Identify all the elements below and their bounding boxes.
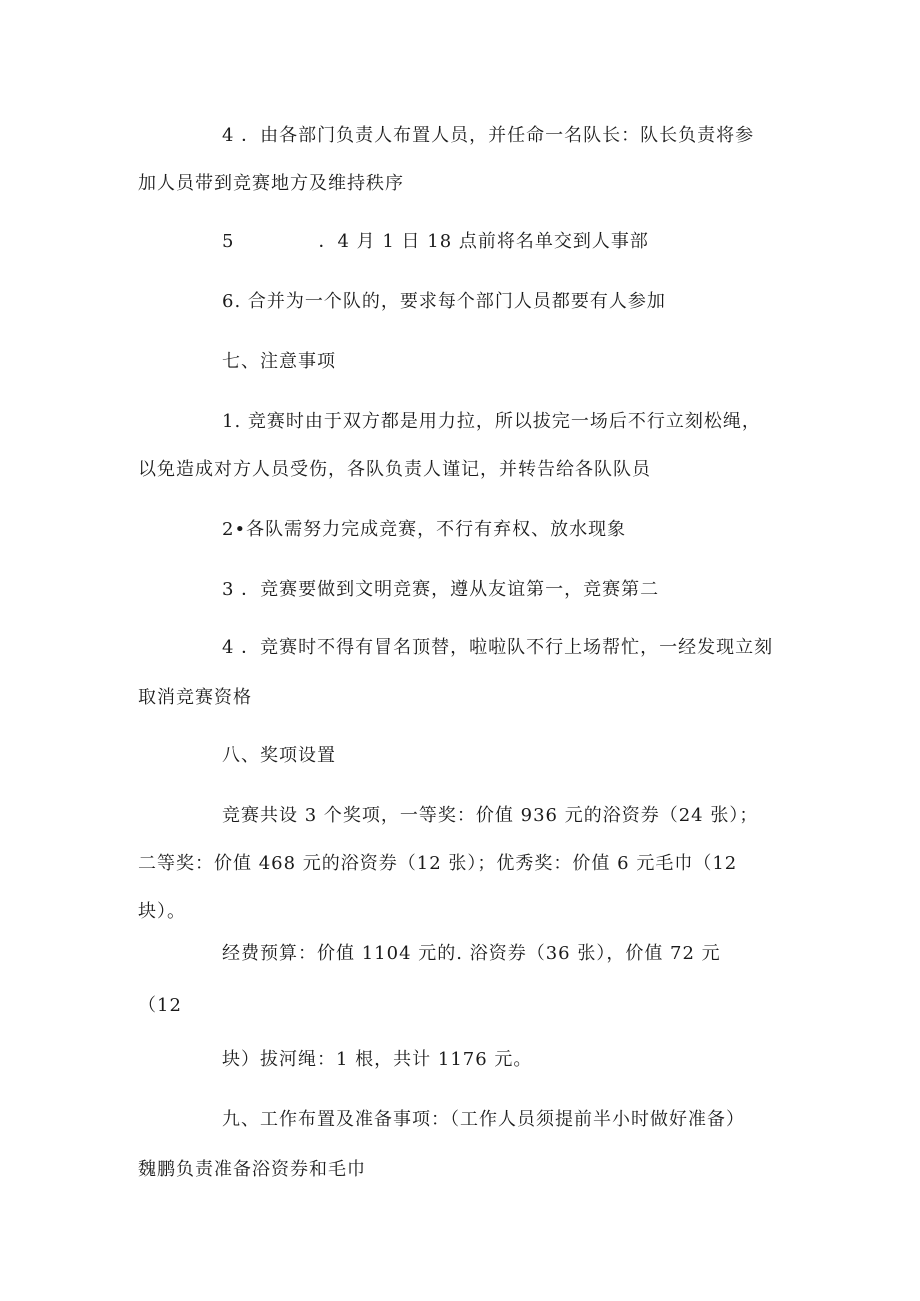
note4-line2: 取消竞赛资格 <box>138 687 252 708</box>
awards-line2: 二等奖：价值 468 元的浴资券（12 张）；优秀奖：价值 6 元毛巾（12 <box>138 853 738 874</box>
section9-line1: 九、工作布置及准备事项：（工作人员须提前半小时做好准备） <box>222 1109 745 1130</box>
budget-line1: 经费预算：价值 1104 元的. 浴资券（36 张），价值 72 元 <box>222 943 721 964</box>
item5 <box>222 230 649 254</box>
awards-line3: 块）。 <box>138 901 186 922</box>
item5-text: ．4 月 1 日 18 点前将名单交到人事部 <box>318 231 649 252</box>
section8-heading: 八、奖项设置 <box>222 745 336 766</box>
note1-line1: 1. 竞赛时由于双方都是用力拉，所以拔完一场后不行立刻松绳， <box>222 411 761 432</box>
note4-line1: 4 ．竞赛时不得有冒名顶替，啦啦队不行上场帮忙，一经发现立刻 <box>222 637 774 658</box>
item6: 6. 合并为一个队的，要求每个部门人员都要有人参加 <box>222 291 666 312</box>
note1-line2: 以免造成对方人员受伤，各队负责人谨记，并转告给各队队员 <box>138 459 651 480</box>
item4-line1: 4 ．由各部门负责人布置人员，并任命一名队长：队长负责将参 <box>222 125 755 146</box>
section9-line2: 魏鹏负责准备浴资券和毛巾 <box>138 1159 366 1180</box>
budget-line3: 块）拔河绳：1 根，共计 1176 元。 <box>222 1049 533 1070</box>
note2: 2•各队需努力完成竞赛，不行有弃权、放水现象 <box>222 519 627 540</box>
item4-line2: 加人员带到竞赛地方及维持秩序 <box>138 173 404 194</box>
budget-line2: （12 <box>138 995 182 1016</box>
section7-heading: 七、注意事项 <box>222 351 336 372</box>
note3: 3 ．竞赛要做到文明竞赛，遵从友谊第一，竞赛第二 <box>222 579 660 600</box>
awards-line1: 竞赛共设 3 个奖项，一等奖：价值 936 元的浴资券（24 张）； <box>222 805 759 826</box>
item5-number: 5 <box>222 231 235 252</box>
